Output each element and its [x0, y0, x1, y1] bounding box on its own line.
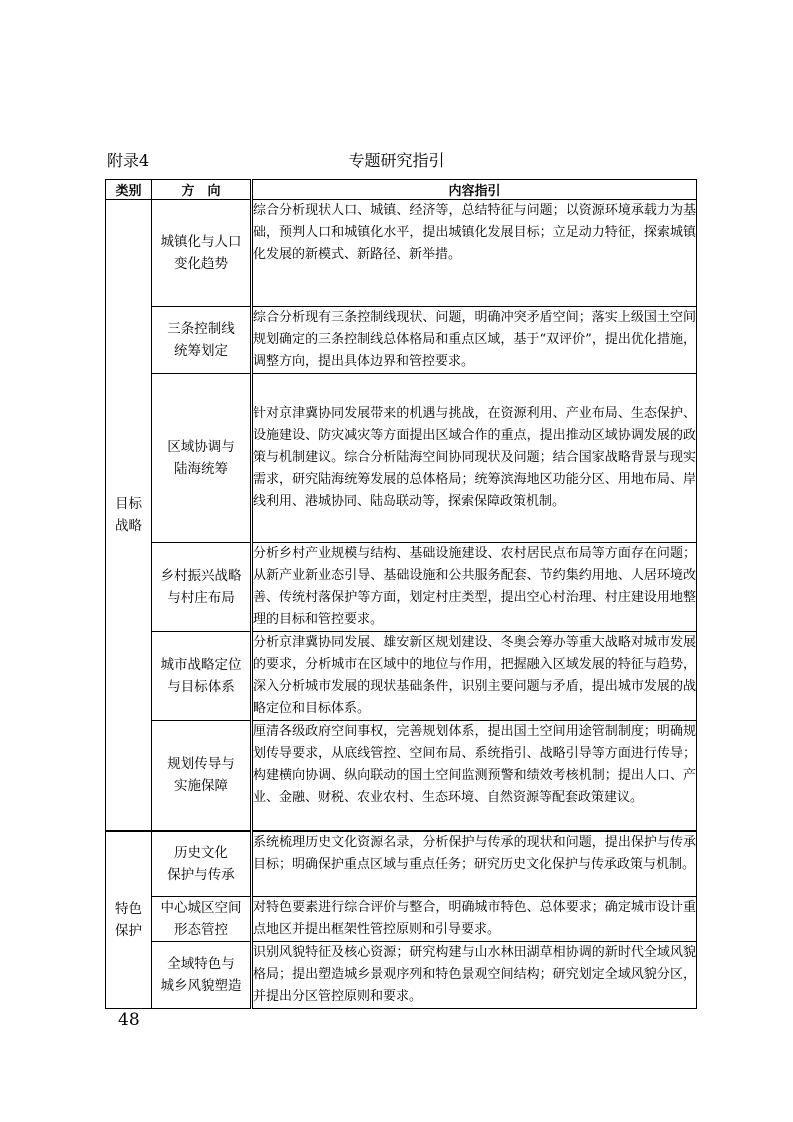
appendix-label: 附录4	[107, 151, 150, 170]
column-header-content: 内容指引	[252, 180, 697, 200]
direction-cell: 全域特色与 城乡风貌塑造	[152, 942, 252, 1009]
direction-cell: 区域协调与 陆海统筹	[152, 374, 252, 543]
content-cell: 系统梳理历史文化资源名录，分析保护与传承的现状和问题，提出保护与传承目标；明确保护重点区域与重点任务；研究历史文化保护与传承政策与机制。	[252, 831, 697, 897]
table-row	[106, 374, 697, 543]
category-cell: 目标 战略	[106, 200, 152, 831]
table-row	[106, 942, 697, 1009]
table-row	[106, 200, 697, 307]
direction-cell: 城镇化与人口 变化趋势	[152, 200, 252, 307]
direction-cell: 规划传导与 实施保障	[152, 721, 252, 831]
table-row	[106, 831, 697, 897]
document-title: 专题研究指引	[348, 151, 445, 170]
table-row	[106, 721, 697, 831]
content-cell: 综合分析现有三条控制线现状、问题，明确冲突矛盾空间；落实上级国土空间规划确定的三条控制线总体格局和重点区域，基于“双评价”，提出优化措施，调整方向，提出具体边界和管控要求。	[252, 307, 697, 374]
column-header-category: 类别	[106, 180, 152, 200]
category-cell: 特色 保护	[106, 831, 152, 1009]
table-row	[106, 307, 697, 374]
content-cell: 厘清各级政府空间事权，完善规划体系，提出国土空间用途管制制度；明确规划传导要求，从底线管控、空间布局、系统指引、战略引导等方面进行传导；构建横向协调、纵向联动的国土空间监测预警和绩效考核机制；提出人口、产业、金融、财税、农业农村、生态环境、自然资源等配套政策建议。	[252, 721, 697, 831]
table-row	[106, 632, 697, 721]
column-header-direction: 方 向	[152, 180, 252, 200]
table-header-row	[106, 180, 697, 200]
table-row	[106, 897, 697, 942]
direction-cell: 乡村振兴战略 与村庄布局	[152, 543, 252, 632]
table-row	[106, 543, 697, 632]
direction-cell: 城市战略定位 与目标体系	[152, 632, 252, 721]
page-number: 48	[118, 1010, 140, 1030]
direction-cell: 历史文化 保护与传承	[152, 831, 252, 897]
content-cell: 分析乡村产业规模与结构、基础设施建设、农村居民点布局等方面存在问题；从新产业新业态引导、基础设施和公共服务配套、节约集约用地、人居环境改善、传统村落保护等方面，划定村庄类型，提出空心村治理、村庄建设用地整理的目标和管控要求。	[252, 543, 697, 632]
content-cell: 对特色要素进行综合评价与整合，明确城市特色、总体要求；确定城市设计重点地区并提出框架性管控原则和引导要求。	[252, 897, 697, 942]
direction-cell: 三条控制线 统筹划定	[152, 307, 252, 374]
content-cell: 分析京津冀协同发展、雄安新区规划建设、冬奥会筹办等重大战略对城市发展的要求，分析城市在区域中的地位与作用，把握融入区域发展的特征与趋势，深入分析城市发展的现状基础条件，识别主要问题与矛盾，提出城市发展的战略定位和目标体系。	[252, 632, 697, 721]
direction-cell: 中心城区空间 形态管控	[152, 897, 252, 942]
content-cell: 针对京津冀协同发展带来的机遇与挑战，在资源利用、产业布局、生态保护、设施建设、防灾减灾等方面提出区域合作的重点，提出推动区域协调发展的政策与机制建议。综合分析陆海空间协同现状及问题；结合国家战略背景与现实需求，研究陆海统筹发展的总体格局；统筹滨海地区功能分区、用地布局、岸线利用、港城协同、陆岛联动等，探索保障政策机制。	[252, 374, 697, 543]
content-cell: 综合分析现状人口、城镇、经济等，总结特征与问题；以资源环境承载力为基础，预判人口和城镇化水平，提出城镇化发展目标；立足动力特征，探索城镇化发展的新模式、新路径、新举措。	[252, 200, 697, 307]
guidance-table	[105, 179, 697, 1009]
content-cell: 识别风貌特征及核心资源；研究构建与山水林田湖草相协调的新时代全域风貌格局；提出塑造城乡景观序列和特色景观空间结构；研究划定全域风貌分区，并提出分区管控原则和要求。	[252, 942, 697, 1009]
